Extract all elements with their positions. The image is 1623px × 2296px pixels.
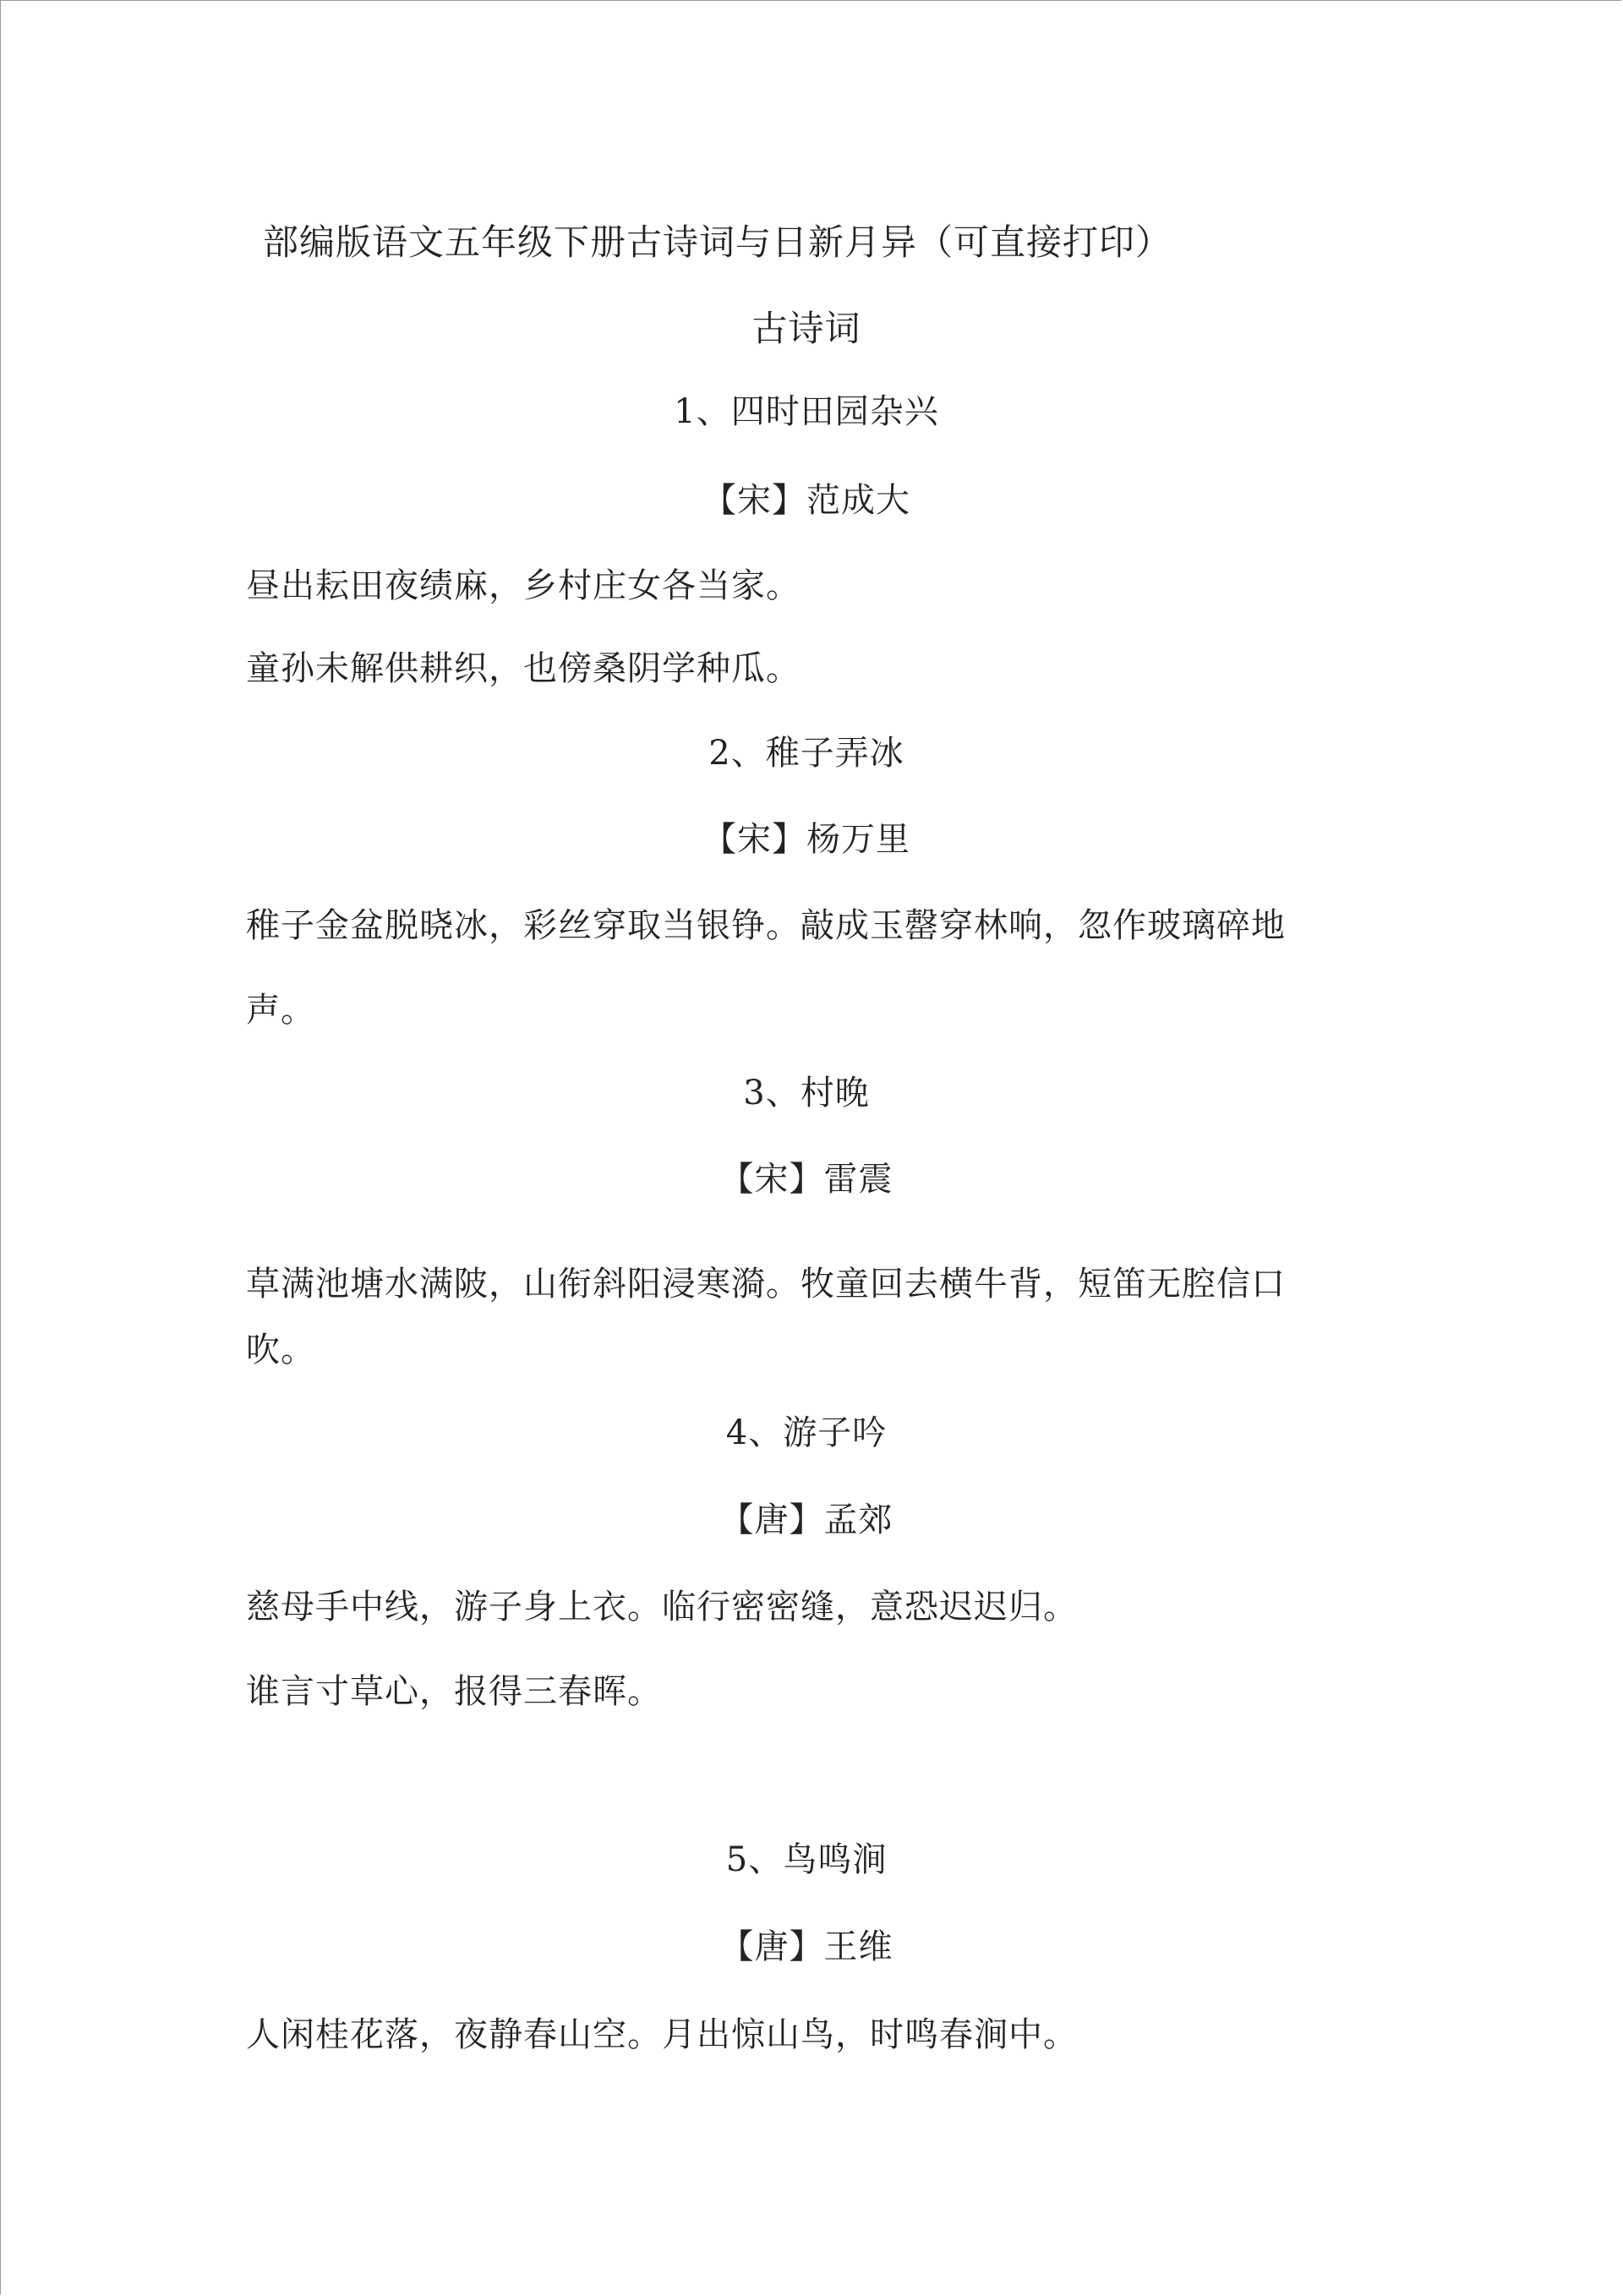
poem-5-author: 【唐】王维 [719,1927,893,1966]
poem-2-line-2: 声。 [246,991,315,1030]
poem-5-heading: 5、鸟鸣涧 [725,1840,888,1879]
poem-2-author: 【宋】杨万里 [702,820,910,859]
poem-5-line-1: 人闲桂花落，夜静春山空。月出惊山鸟，时鸣春涧中。 [246,2015,1078,2054]
poem-1-heading: 1、四时田园杂兴 [674,392,939,431]
poem-3-author: 【宋】雷震 [719,1160,893,1199]
poem-4-author: 【唐】孟郊 [719,1501,893,1539]
poem-1-line-2: 童孙未解供耕织，也傍桑阴学种瓜。 [246,649,801,688]
poem-2-line-1: 稚子金盆脱晓冰，彩丝穿取当银铮。敲成玉罄穿林响，忽作玻璃碎地 [246,906,1286,945]
poem-2-heading: 2、稚子弄冰 [708,734,904,773]
poem-3-heading: 3、村晚 [743,1074,870,1112]
document-title: 部编版语文五年级下册古诗词与日新月异（可直接打印） [263,221,1172,263]
poem-4-line-2: 谁言寸草心，报得三春晖。 [246,1672,662,1711]
poem-3-line-1: 草满池塘水满陂，山衔斜阳浸寒漪。牧童回去横牛背，短笛无腔信口 [246,1265,1286,1304]
poem-1-line-1: 昼出耘田夜绩麻，乡村庄女各当家。 [246,566,801,605]
poem-4-heading: 4、游子吟 [725,1413,888,1452]
poem-1-author: 【宋】范成大 [702,481,910,520]
poem-3-line-2: 吹。 [246,1331,315,1369]
poem-4-line-1: 慈母手中线，游子身上衣。临行密密缝，意恐迟迟归。 [246,1588,1078,1626]
section-title: 古诗词 [751,308,861,349]
